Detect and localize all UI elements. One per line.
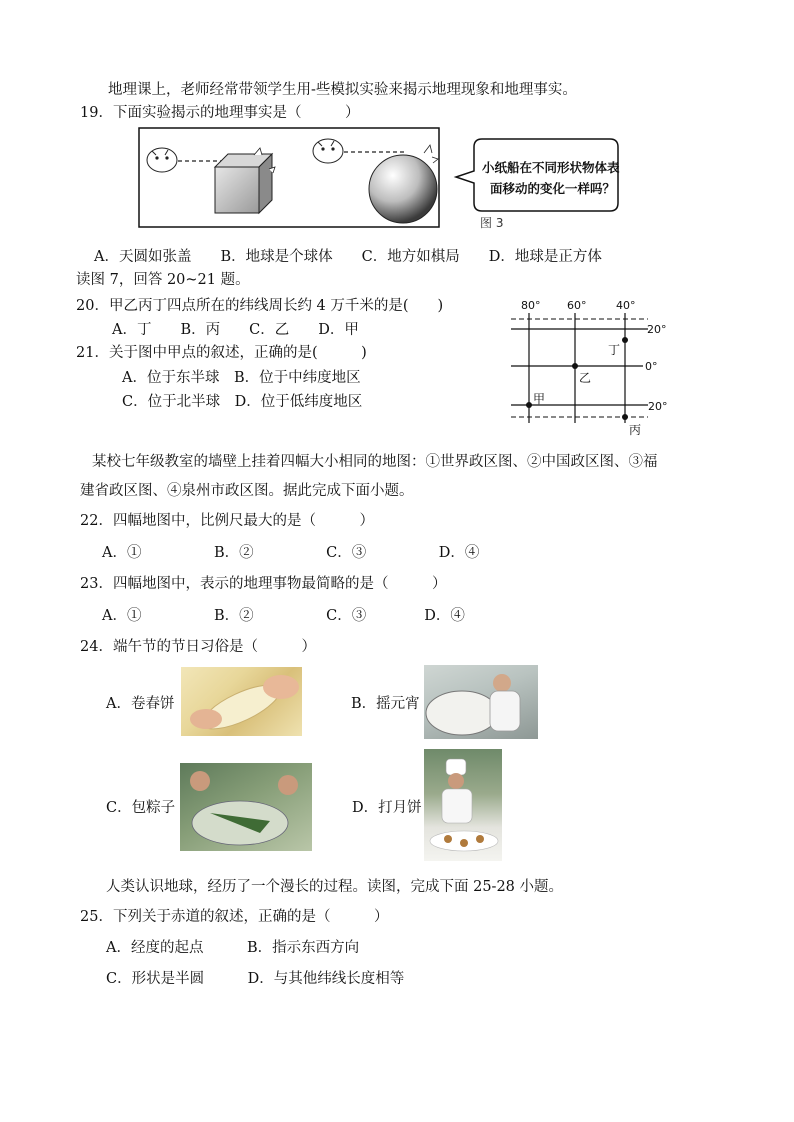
question-25-stem: 25．下列关于赤道的叙述，正确的是（ ） [80, 909, 389, 925]
bubble-text-line1: 小纸船在不同形状物体表 [482, 160, 620, 175]
intro-text-1: 地理课上，老师经常带领学生用-些模拟实验来揭示地理现象和地理事实。 [108, 82, 577, 98]
question-23-options: A．① B．② C．③ D．④ [102, 608, 465, 624]
chick-icon-left [147, 148, 177, 172]
q24-option-b: B．摇元宵 [351, 696, 420, 712]
point-bing [622, 414, 628, 420]
lon-label-40: 40° [616, 299, 636, 312]
cube-shape [215, 148, 275, 213]
intro-text-2-line1: 某校七年级教室的墙壁上挂着四幅大小相同的地图：①世界政区图、②中国政区图、③福 [92, 454, 658, 470]
question-20-options: A．丁 B．丙 C．乙 D．甲 [112, 322, 359, 338]
intro-text-2-line2: 建省政区图、④泉州市政区图。据此完成下面小题。 [80, 483, 414, 499]
point-yi [572, 363, 578, 369]
question-19-stem: 19．下面实验揭示的地理事实是（ ） [80, 105, 360, 121]
question-22-options: A．① B．② C．③ D．④ [102, 545, 480, 561]
point-ding [622, 337, 628, 343]
lat-label-0: 0° [645, 360, 658, 373]
question-19-options: A．天圆如张盖 B．地球是个球体 C．地方如棋局 D．地球是正方体 [94, 249, 602, 265]
point-jia [526, 402, 532, 408]
speech-bubble [456, 139, 618, 211]
bubble-text-line2: 面移动的变化一样吗？ [490, 181, 616, 196]
point-label-ding: 丁 [608, 343, 621, 357]
question-22-stem: 22．四幅地图中，比例尺最大的是（ ） [80, 513, 374, 529]
question-25-options-ab: A．经度的起点 B．指示东西方向 [106, 940, 360, 956]
point-label-bing: 丙 [629, 423, 642, 437]
q24-option-d: D．打月饼 [352, 800, 422, 816]
lat-label-n20: 20° [647, 323, 667, 336]
question-21-stem: 21．关于图中甲点的叙述，正确的是( ) [76, 345, 367, 361]
intro-text-3: 人类认识地球，经历了一个漫长的过程。读图，完成下面 25-28 小题。 [106, 879, 564, 895]
sphere-shape [369, 145, 438, 223]
figure-3-experiment [138, 127, 620, 229]
point-label-jia: 甲 [533, 392, 546, 406]
lon-label-60: 60° [567, 299, 587, 312]
question-24-stem: 24．端午节的节日习俗是（ ） [80, 639, 316, 655]
q24-option-c: C．包粽子 [106, 800, 176, 816]
question-23-stem: 23．四幅地图中，表示的地理事物最简略的是（ ） [80, 576, 447, 592]
question-25-options-cd: C．形状是半圆 D．与其他纬线长度相等 [106, 971, 405, 987]
lat-label-s20: 20° [648, 400, 668, 413]
figure-7-lat-lon-grid [503, 293, 681, 439]
photo-wrapping-zongzi [180, 763, 312, 851]
question-20-stem: 20．甲乙丙丁四点所在的纬线周长约 4 万千米的是( ) [76, 298, 444, 314]
point-label-yi: 乙 [579, 371, 592, 385]
photo-spring-roll [181, 667, 302, 736]
question-21-options-ab: A．位于东半球 B．位于中纬度地区 [122, 370, 361, 386]
photo-rolling-yuanxiao [424, 665, 538, 739]
chick-icon-middle [313, 139, 343, 163]
question-21-options-cd: C．位于北半球 D．位于低纬度地区 [122, 394, 363, 410]
lon-label-80: 80° [521, 299, 541, 312]
q24-option-a: A．卷春饼 [106, 696, 175, 712]
figure-3-label: 图 3 [480, 216, 504, 229]
photo-making-mooncake [424, 749, 502, 861]
read-figure-7-instruction: 读图 7，回答 20~21 题。 [76, 272, 250, 288]
